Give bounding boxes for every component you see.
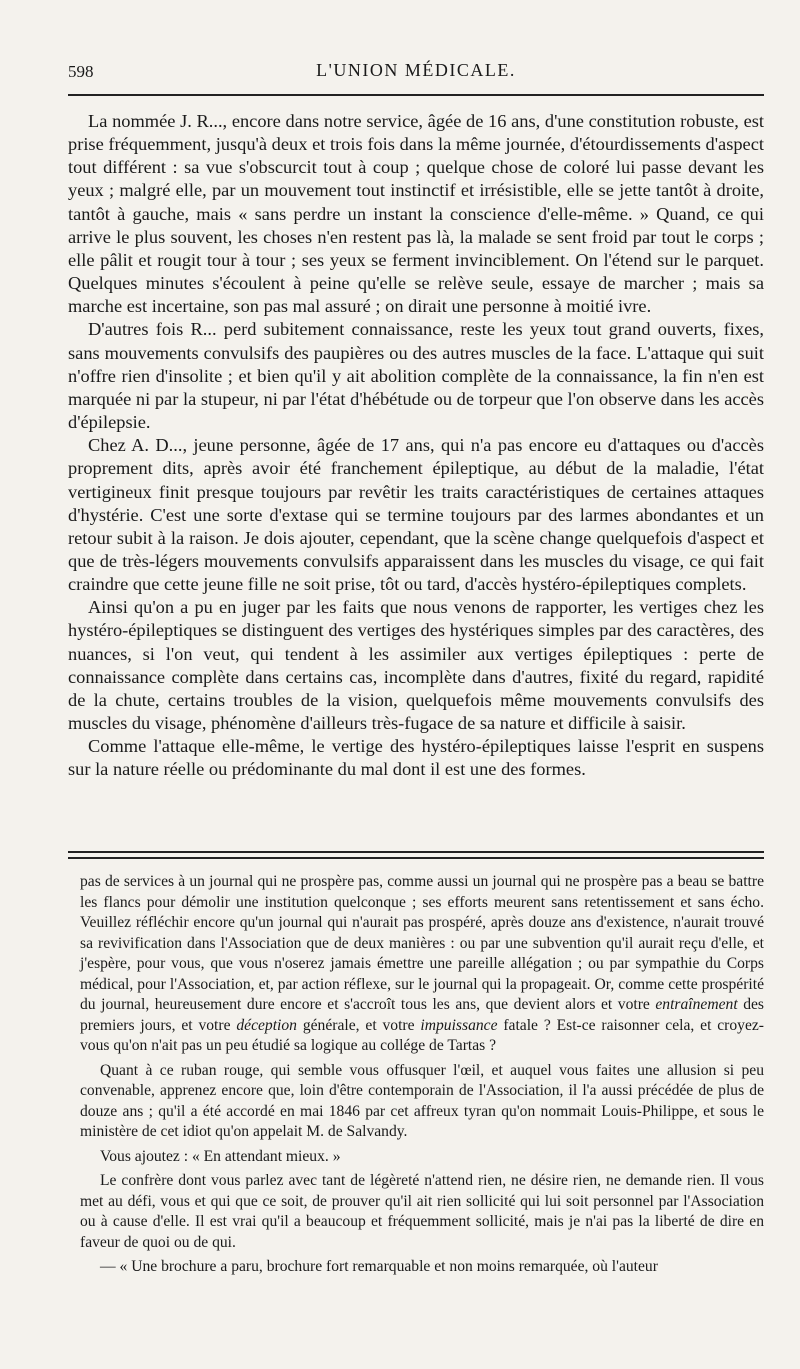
running-header xyxy=(68,58,764,84)
feuilleton-paragraph: — « Une brochure a paru, brochure fort remarquable et non moins remarquée, où l'auteur xyxy=(100,1258,658,1275)
feuilleton-paragraph: Vous ajoutez : « En attendant mieux. » xyxy=(100,1147,341,1165)
feuilleton-emphasis: déception xyxy=(236,1016,297,1034)
feuilleton-emphasis: entraînement xyxy=(655,996,738,1013)
feuilleton-separator-top xyxy=(68,851,764,853)
article-paragraph: Chez A. D..., jeune personne, âgée de 17 ans, qui n'a pas encore eu d'attaques ou d'accès proprement dits, après avoir été franchement épileptique, au début de la maladie, l'état vertigineux finit presque toujours par revêtir les traits caractéristiques de certaines attaques d'hystérie. C'est une sorte d'extase qui se termine toujours par des larmes abondantes et un retour subit à la raison. Je dois ajouter, cependant, que la scène change quelquefois d'aspect et que de très-légers mouvements convulsifs apparaissent dans les muscles du visage, ce qui fait craindre que cette jeune fille ne soit prise, tôt ou tard, d'accès hystéro-épileptiques complets. xyxy=(68,435,764,595)
feuilleton-paragraph: Le confrère dont vous parlez avec tant de légèreté n'attend rien, ne désire rien, ne demande rien. Il vous met au défi, vous et qui que ce soit, de prouver qu'il ait rien sollicité qui lui soit personnel par l'Association ou à cause d'elle. Il est vrai qu'il a beaucoup et fréquemment sollicité, mais je n'ai pas la liberté de dire en faveur de quoi ou de qui. xyxy=(80,1172,764,1251)
feuilleton-paragraph: Quant à ce ruban rouge, qui semble vous offusquer l'œil, et auquel vous faites une allusion si peu convenable, apprenez encore que, loin d'être contemporain de l'Association, il l'a aussi précédée de plus de douze ans ; qu'il a été accordé en mai 1846 par cet affreux tyran qu'on nommait Louis-Philippe, et sous le ministère de cet idiot qu'on appelait M. de Salvandy. xyxy=(80,1061,764,1140)
article-body xyxy=(68,110,764,782)
article-paragraph: La nommée J. R..., encore dans notre service, âgée de 16 ans, d'une constitution robuste, est prise fréquemment, jusqu'à deux et trois fois dans la même journée, d'étourdissements d'aspect tout différent : sa vue s'obscurcit tout à coup ; quelque chose de coloré lui passe devant les yeux ; malgré elle, par un mouvement tout instinctif et irrésistible, elle se jette tantôt à droite, tantôt à gauche, mais « sans perdre un instant la conscience d'elle-même. » Quand, ce qui arrive le plus souvent, les choses n'en restent pas là, la malade se sent froid par tout le corps ; elle pâlit et rougit tour à tour ; ses yeux se ferment invinciblement. On l'étend sur le parquet. Quelques minutes s'écoulent à peine qu'elle se relève seule, essaye de marcher ; mais sa marche est incertaine, son pas mal assuré ; on dirait une personne à moitié ivre. xyxy=(68,111,764,317)
feuilleton-paragraph xyxy=(80,872,764,1057)
feuilleton-emphasis: impuissance xyxy=(420,1016,498,1034)
article-paragraph: Ainsi qu'on a pu en juger par les faits que nous venons de rapporter, les vertiges chez les hystéro-épileptiques se distinguent des vertiges des hystériques simples par des caractères, des nuances, si l'on veut, qui tendent à les assimiler aux vertiges épileptiques : perte de connaissance complète dans certains cas, incomplète dans d'autres, fixité du regard, rapidité de la chute, certains troubles de la vision, quelquefois même mouvements convulsifs des muscles du visage, phénomène d'ailleurs très-fugace de sa nature et difficile à saisir. xyxy=(68,597,764,734)
feuilleton-text: fatale ? Est-ce raisonner cela, et croyez-vous qu'on n'ait pas un peu étudié sa logique au collége de Tartas ? xyxy=(80,1016,764,1054)
header-rule xyxy=(68,94,764,96)
feuilleton-text: pas de services à un journal qui ne prospère pas, comme aussi un journal qui ne prospère pas a beau se battre les flancs pour démolir une institution quelconque ; ses efforts meurent sans retentissement et sans écho. Veuillez réfléchir encore qu'un journal qui n'aurait pas prospéré, après douze ans d'existence, n'aurait trouvé sa revivification dans l'Association que de deux manières : ou par une subvention qu'il aurait reçu d'elle, et j'espère, pour vous, que vous n'oserez jamais émettre une pareille allégation ; ou par sympathie du Corps médical, pour l'Association, et, par action réflexe, sur le journal qui la propageait. Or, comme cette prospérité du journal, heureusement dure encore et s'accroît tous les ans, que devient alors et votre xyxy=(80,873,764,1013)
journal-title: L'UNION MÉDICALE. xyxy=(316,60,516,80)
article-paragraph: D'autres fois R... perd subitement connaissance, reste les yeux tout grand ouverts, fixes, sans mouvements convulsifs des paupières ou des autres muscles de la face. L'attaque qui suit n'offre rien d'insolite ; et bien qu'il y ait abolition complète de la connaissance, la fin n'en est marquée ni par la stupeur, ni par l'état d'hébétude ou de torpeur que l'on observe dans les accès d'épilepsie. xyxy=(68,319,764,433)
article-paragraph: Comme l'attaque elle-même, le vertige des hystéro-épileptiques laisse l'esprit en suspens sur la nature réelle ou prédominante du mal dont il est une des formes. xyxy=(68,736,764,780)
feuilleton-text: générale, et votre xyxy=(296,1016,421,1034)
feuilleton-body xyxy=(80,872,764,1278)
page-number: 598 xyxy=(68,62,94,81)
feuilleton-separator-bottom xyxy=(68,857,764,859)
feuilleton-text: des premiers jours, et votre xyxy=(80,996,764,1034)
